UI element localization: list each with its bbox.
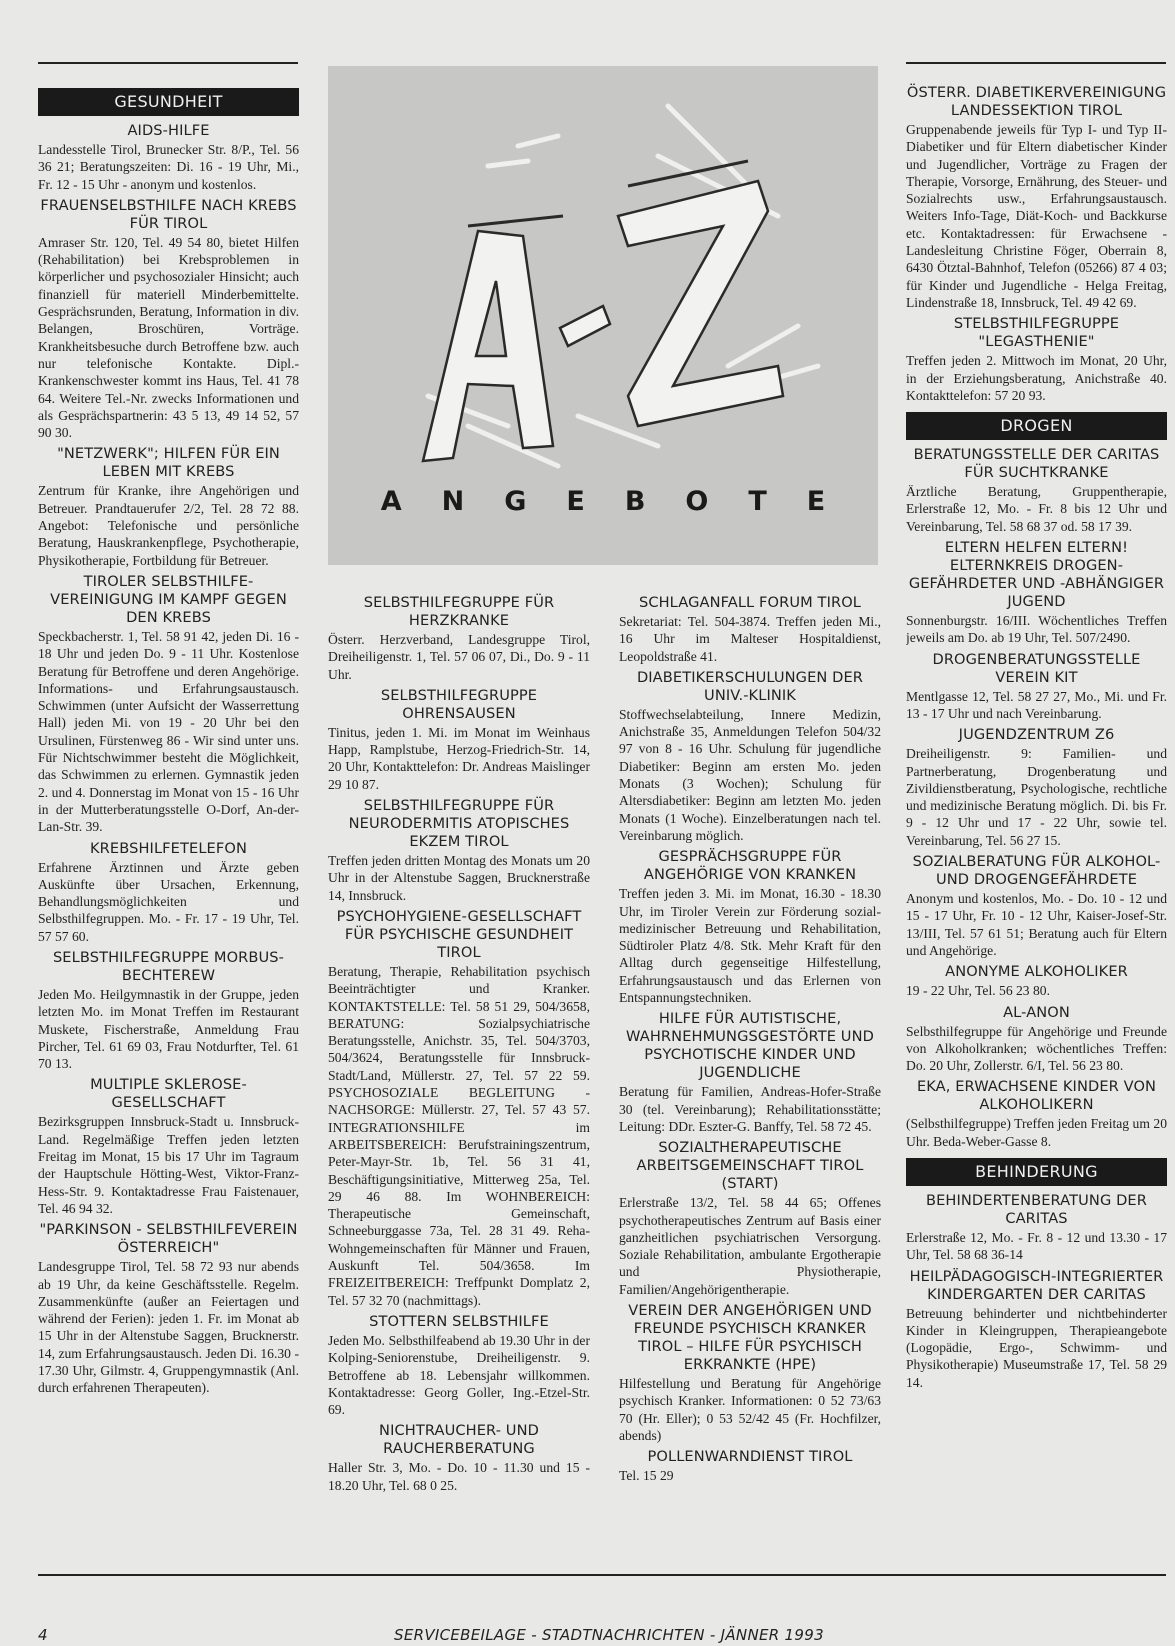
entry-title: ANONYME ALKOHOLIKER [945,963,1128,981]
entry-title: GESPRÄCHSGRUPPE FÜR ANGEHÖRIGE VON KRANKEN [643,848,857,884]
entry-title: FRAUENSELBSTHILFE NACH KREBS FÜR TIROL [40,196,297,232]
entry-title: AL-ANON [1003,1003,1070,1021]
entry-title: BERATUNGSSTELLE DER CARITAS FÜR SUCHTKRANKE [913,446,1160,482]
column-3 [619,590,881,1554]
bottom-rule [38,1574,1166,1576]
entry-title: SELBSTHILFEGRUPPE MORBUS-BECHTEREW [52,948,285,984]
entry-text: Treffen jeden 2. Mittwoch im Monat, 20 Uhr, in der Erziehungsberatung, Anichstraße 40. Kontakttelefon: 57 20 93. [906,353,1167,403]
entry-text: Speckbacherstr. 1, Tel. 58 91 42, jeden Di. 16 - 18 Uhr und jeden Do. 9 - 11 Uhr. Kostenlose Beratung für Betroffene und deren Angehörige. Informations- und Erfahrungsaustausch. Schwimmen (unter Aufsicht der Wasserrettung Hall) jeden Mi. von 19 - 20 Uhr bei den Ursulinen, Fürstenweg 86 - Wir sind unter uns. Für Nichtschwimmer besteht die Möglichkeit, das Schwimmen zu erlernen. Gymnastik jeden 2. und 4. Donnerstag im Monat von 15 - 16 Uhr in der Mutterberatungsstelle O-Dorf, An-der-Lan-Str. 39. [38,628,299,835]
entry-text: Erfahrene Ärztinnen und Ärzte geben Auskünfte über Ursachen, Erkennung, Behandlungsmöglichkeiten und Selbsthilfegruppen. Mo. - Fr. 17 - 19 Uhr, Tel. 57 57 60. [38,859,299,944]
entry-text: Haller Str. 3, Mo. - Do. 10 - 11.30 und 15 - 18.20 Uhr, Tel. 68 0 25. [328,1460,590,1493]
entry-title: HEILPÄDAGOGISCH-INTEGRIERTER KINDERGARTEN DER CARITAS [909,1267,1164,1303]
entry-title: SELBSTHILFEGRUPPE FÜR HERZKRANKE [363,594,555,629]
entry-text: 19 - 22 Uhr, Tel. 56 23 80. [906,983,1050,999]
entry-text: Jeden Mo. Selbsthilfeabend ab 19.30 Uhr in der Kolping-Seniorenstube, Dreiheiligenstr. 9. Betroffene ab 18. Lebensjahr willkommen. Kontaktadresse: Georg Goller, Ing.-Etzel-Str. 69. [328,1332,590,1418]
top-rule-left [38,62,298,64]
entry-title: SOZIALBERATUNG FÜR ALKOHOL- UND DROGENGEFÄHRDETE [912,853,1161,889]
entry-text: Treffen jeden 3. Mi. im Monat, 16.30 - 18.30 Uhr, im Tiroler Verein zur Förderung sozial-medizinischer Betreuung und Rehabilitation, Südtiroler Platz 4/8. Stk. Mehr Kraft für den Alltag durch gegenseitige Hilfestellung, Erfahrungsaustausch und das Erlernen von Entspannungstechniken. [619,886,881,1006]
entry-title: JUGENDZENTRUM Z6 [958,726,1115,744]
entry-text: (Selbsthilfegruppe) Treffen jeden Freitag um 20 Uhr. Beda-Weber-Gasse 8. [906,1116,1167,1149]
entry-title: EKA, ERWACHSENE KINDER VON ALKOHOLIKERN [916,1078,1157,1114]
entry-text: Landesgruppe Tirol, Tel. 58 72 93 nur abends ab 19 Uhr, da keine Geschäftsstelle. Regelm. Zusammenkünfte (außer an Feiertagen und während der Ferien): jeden 1. Fr. im Monat ab 15 Uhr in der Altenstube Saggen, Brucknerstr. 14, zum Erfahrungsaustausch. Jeden Di. 16.30 - 17.30 Uhr, Gilmstr. 4, Gruppengymnastik (Anl. durch erfahrenen Therapeuten). [38,1259,299,1396]
entry-title: "NETZWERK"; HILFEN FÜR EIN LEBEN MIT KREBS [57,445,280,481]
section-bar-behinderung: BEHINDERUNG [906,1158,1167,1186]
entry-text: Beratung für Familien, Andreas-Hofer-Straße 30 (tel. Vereinbarung); Rehabilitationsstätte; Leitung: DDr. Eszter-G. Banffy, Tel. 58 72 45. [619,1084,881,1134]
entry-title: ÖSTERR. DIABETIKERVEREINIGUNG LANDESSEKTION TIROL [906,84,1167,119]
entry-text: Ärztliche Beratung, Gruppentherapie, Erlerstraße 12, Mo. - Fr. 8 bis 12 Uhr und Vereinbarung, Tel. 58 68 37 od. 58 17 39. [906,484,1167,534]
a-z-hero-graphic [328,66,878,565]
footer-title: SERVICEBEILAGE - STADTNACHRICHTEN - JÄNNER 1993 [394,1626,824,1644]
entry-text: Gruppenabende jeweils für Typ I- und Typ II-Diabetiker und für Eltern diabetischer Kinder und Jugendlicher, Vorträge zu Fragen der Therapie, Vorsorge, Ernährung, des Steuer- und Sozialrechts usw., Erfahrungsaustausch. Weiters Info-Tage, Diät-Koch- und Backkurse etc. Kontaktadressen: für Erwachsene - Landesleitung Christine Föger, Oberrain 8, 6430 Ötztal-Bahnhof, Telefon (05266) 87 4 03; für Kinder und Jugendliche - Helga Freitag, Lindenstraße 18, Innsbruck, Tel. 49 42 69. [906,122,1167,310]
entry-title: STELBSTHILFEGRUPPE "LEGASTHENIE" [953,315,1120,351]
entry-text: Selbsthilfegruppe für Angehörige und Freunde von Alkoholkranken; wöchentliches Treffen: Do. 20 Uhr, Zollerstr. 6/I, Tel. 56 23 80. [906,1023,1167,1074]
entry-title: STOTTERN SELBSTHILFE [369,1312,549,1330]
entry-text: Zentrum für Kranke, ihre Angehörigen und Betreuer. Prandtauerufer 2/2, Tel. 28 72 88. Angebot: Telefonische und persönliche Beratung, Hauskrankenpflege, Psychotherapie, Physikotherapie, Fortbildung für Betreuer. [38,483,299,568]
column-1 [38,86,299,1556]
entry-text: Landesstelle Tirol, Brunecker Str. 8/P., Tel. 56 36 21; Beratungszeiten: Di. 16 - 19 Uhr, Mi., Fr. 12 - 15 Uhr - anonym und kostenlos. [38,142,299,192]
entry-title: DROGENBERATUNGSSTELLE VEREIN KIT [932,650,1141,686]
entry-title: KREBSHILFETELEFON [90,839,247,857]
entry-title: TIROLER SELBSTHILFE-VEREINIGUNG IM KAMPF GEGEN DEN KREBS [50,572,287,626]
section-bar-gesundheit: GESUNDHEIT [38,88,299,116]
col4-entry-list-behinderung [906,1192,1167,1391]
entry-title: SELBSTHILFEGRUPPE OHRENSAUSEN [380,686,538,722]
top-rule-right [906,62,1166,64]
entry-title: SOZIALTHERAPEUTISCHE ARBEITSGEMEINSCHAFT TIROL (START) [636,1139,864,1193]
entry-title: SCHLAGANFALL FORUM TIROL [638,594,862,611]
entry-text: Stoffwechselabteilung, Innere Medizin, Anichstraße 35, Anmeldungen Telefon 504/32 97 von 8 - 16 Uhr. Schulung für jugendliche Diabetiker: Beginn am ersten Mo. jeden Monats (3 Wochen); Schulung für Altersdiabetiker: Beginn am letzten Mo. jeden Monats (1 Woche). Einzelberatungen nach tel. Vereinbarung möglich. [619,706,881,843]
entry-title: VEREIN DER ANGEHÖRIGEN UND FREUNDE PSYCHISCH KRANKER TIROL – HILFE FÜR PSYCHISCH ERKRANKTE (HPE) [628,1302,872,1374]
entry-title: DIABETIKERSCHULUNGEN DER UNIV.-KLINIK [636,668,864,704]
entry-text: Erlerstraße 13/2, Tel. 58 44 65; Offenes psychotherapeutisches Zentrum auf Basis einer ganzheitlichen psychiatrischen Versorgung. Soziale Rehabilitation, ambulante Ergotherapie und Physiotherapie, Familien/Angehörigentherapie. [619,1195,881,1297]
entry-text: Amraser Str. 120, Tel. 49 54 80, bietet Hilfen (Rehabilitation) bei Krebsproblemen in körperlicher und psychosozialer Hinsicht; auch finanziell für materiell Minderbemittelte. Gesprächsrunden, Beratung, Information in div. Belangen, Broschüren, Vorträge. Krankheitsbesuche durch Betroffene bzw. auch nur telefonische Kontakte. Dipl.-Krankenschwester kommt ins Haus, Tel. 41 78 64. Weitere Tel.-Nr. zwecks Informationen und als Gesprächspartnerin: 43 5 13, 49 14 52, 57 90 30. [38,234,299,441]
entry-text: Hilfestellung und Beratung für Angehörige psychisch Kranker. Informationen: 0 52 73/63 70 (Hr. Eller); 0 53 52/42 45 (Fr. Hochfilzer, abends) [619,1376,881,1443]
entry-text: Tel. 15 29 [619,1468,674,1484]
entry-title: "PARKINSON - SELBSTHILFEVEREIN ÖSTERREICH" [39,1221,298,1257]
entry-title: NICHTRAUCHER- UND RAUCHERBERATUNG [379,1422,539,1458]
entry-text: Dreiheiligenstr. 9: Familien- und Partnerberatung, Drogenberatung und Zivildienstberatung, Psychologische, rechtliche und medizinische Beratung möglich. Di. bis Fr. 9 - 12 Uhr und 17 - 22 Uhr, sowie tel. Vereinbarung, Tel. 56 27 15. [906,746,1167,848]
hero-subtitle: ANGEBOTE [380,486,866,517]
entry-text: Erlerstraße 12, Mo. - Fr. 8 - 12 und 13.30 - 17 Uhr, Tel. 58 68 36-14 [906,1229,1167,1263]
col2-entry-list [328,594,590,1494]
entry-text: Sonnenburgstr. 16/III. Wöchentliches Treffen jeweils am Do. ab 19 Uhr, Tel. 507/2490. [906,613,1167,646]
page-number: 4 [38,1626,48,1644]
entry-title: SELBSTHILFEGRUPPE FÜR NEURODERMITIS ATOPISCHES EKZEM TIROL [348,797,570,851]
entry-title: PSYCHOHYGIENE-GESELLSCHAFT FÜR PSYCHISCHE GESUNDHEIT TIROL [336,907,582,961]
entry-title: ELTERN HELFEN ELTERN! ELTERNKREIS DROGEN-GEFÄHRDETER UND -ABHÄNGIGER JUGEND [908,539,1165,611]
entry-text: Betreuung behinderter und nichtbehinderter Kinder in Kleingruppen, Therapieangebote (Logopädie, Ergo-, Schwimm- und Physikotherapie) Museumstraße 17, Tel. 58 29 14. [906,1305,1167,1390]
column-4 [906,80,1167,1556]
col1-entry-list [38,122,299,1397]
column-2 [328,590,590,1554]
entry-title: BEHINDERTENBERATUNG DER CARITAS [925,1191,1147,1227]
section-bar-drogen: DROGEN [906,412,1167,440]
col4-entry-list-drogen [906,446,1167,1150]
entry-text: Österr. Herzverband, Landesgruppe Tirol, Dreiheiligenstr. 1, Tel. 57 06 07, Di., Do. 9 - 11 Uhr. [328,632,590,682]
entry-text: Tinitus, jeden 1. Mi. im Monat im Weinhaus Happ, Ramplstube, Herzog-Friedrich-Str. 14, 20 Uhr, Kontakttelefon: Dr. Andreas Maislinger 29 10 87. [328,724,590,792]
entry-title: HILFE FÜR AUTISTISCHE, WAHRNEHMUNGSGESTÖRTE UND PSYCHOTISCHE KINDER UND JUGENDLICHE [626,1010,874,1082]
entry-text: Anonym und kostenlos, Mo. - Do. 10 - 12 und 15 - 17 Uhr, Fr. 10 - 12 Uhr, Kaiser-Josef-Str. 13/III, Tel. 57 61 51; Beratung auch für Eltern und Angehörige. [906,891,1167,958]
entry-text: Treffen jeden dritten Montag des Monats um 20 Uhr in der Altenstube Saggen, Brucknerstraße 14, Innsbruck. [328,853,590,903]
col4-entry-list-top [906,84,1167,404]
entry-text: Mentlgasse 12, Tel. 58 27 27, Mo., Mi. und Fr. 13 - 17 Uhr und nach Vereinbarung. [906,688,1167,721]
entry-text: Sekretariat: Tel. 504-3874. Treffen jeden Mi., 16 Uhr im Malteser Hospitaldienst, Leopoldstraße 41. [619,614,881,664]
entry-title: MULTIPLE SKLEROSE-GESELLSCHAFT [90,1076,247,1112]
col3-entry-list [619,594,881,1485]
entry-text: Jeden Mo. Heilgymnastik in der Gruppe, jeden letzten Mo. im Monat Treffen im Restaurant Muskete, Fischerstraße, Anmeldung Frau Pircher, Tel. 61 69 03, Frau Notdurfter, Tel. 61 70 13. [38,986,299,1072]
entry-title: POLLENWARNDIENST TIROL [647,1448,853,1466]
entry-text: Beratung, Therapie, Rehabilitation psychisch Beeinträchtigter und Kranker. KONTAKTSTELLE: Tel. 58 51 29, 504/3658, BERATUNG: Sozialpsychiatrische Beratungsstelle, Anichstr. 35, Tel. 504/3703, 504/3624, Beratungsstelle für Innsbruck-Stadt/Land, Müllerstr. 27, Tel. 57 22 59. PSYCHOSOZIALE BEGLEITUNG - NACHSORGE: Müllerstr. 27, Tel. 57 43 57. INTEGRATIONSHILFE im ARBEITSBEREICH: Berufstrainingszentrum, Peter-Mayr-Str. 1b, Tel. 56 31 41, Beschäftigungsinitiative, Mitterweg 25a, Tel. 29 46 88. Im WOHNBEREICH: Therapeutische Gemeinschaft, Schneeburggasse 73a, Tel. 28 31 49. Reha-Wohngemeinschaften für Männer und Frauen, Auskunft Tel. 504/3658. Im FREIZEITBEREICH: Treffpunkt Domplatz 2, Tel. 57 32 70 (nachmittags). [328,963,590,1308]
entry-title: AIDS-HILFE [127,122,210,139]
entry-text: Bezirksgruppen Innsbruck-Stadt u. Innsbruck-Land. Regelmäßige Treffen jeden letzten Freitag im Monat, 15 bis 17 Uhr im Tagraum der Hauptschule Hötting-West, Viktor-Franz-Hess-Str. 9. Kontaktadresse Frau Faistenauer, Tel. 46 94 32. [38,1114,299,1216]
